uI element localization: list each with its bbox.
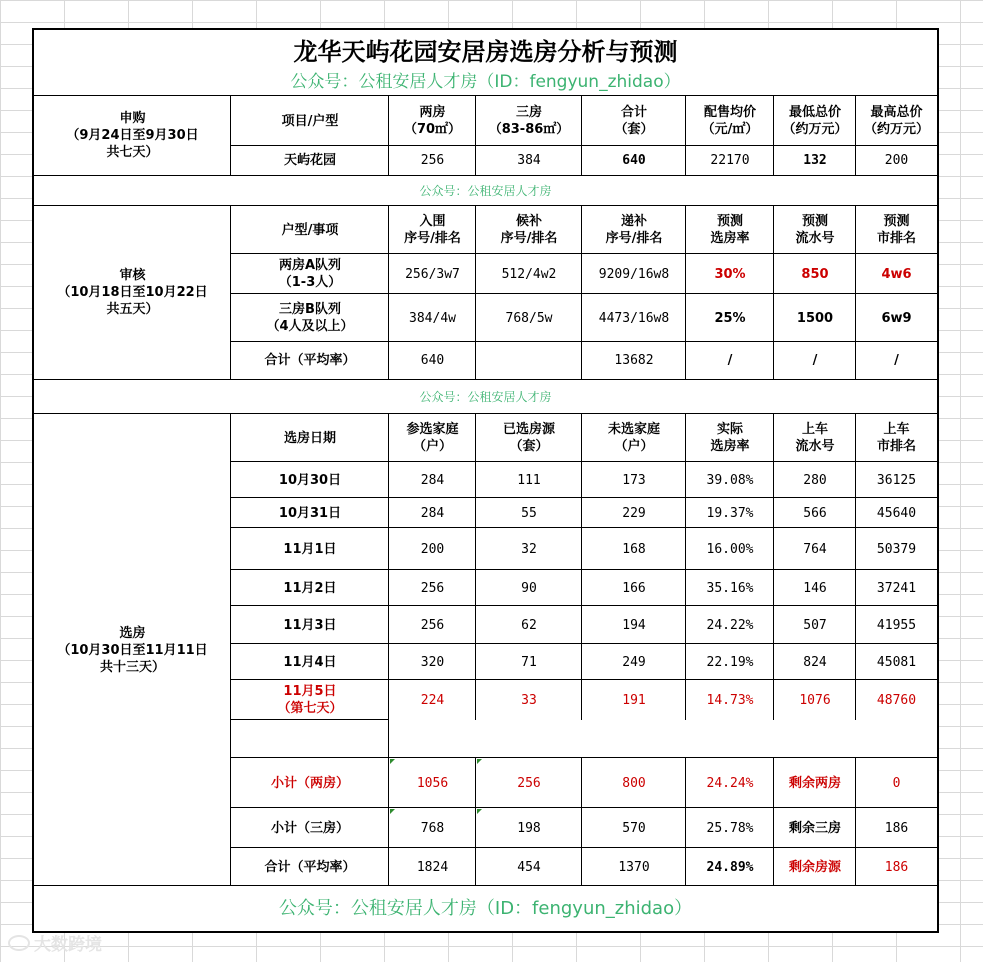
review-cell: 三房B队列 （4人及以上） <box>266 302 354 334</box>
selection-day-cell: 11月4日 <box>283 654 337 670</box>
grid-line <box>388 96 389 176</box>
grid-line <box>581 758 582 886</box>
apply-header-cell: 三房 （83-86㎡） <box>488 105 570 137</box>
selection-total-cell: 1824 <box>416 859 449 875</box>
selection-day-cell: 166 <box>622 580 646 596</box>
selection-total-cell: 24.89% <box>706 859 754 875</box>
selection-subtotal-three-cell: 198 <box>517 820 541 836</box>
grid-line <box>581 206 582 380</box>
selection-day-cell: 256 <box>420 617 445 633</box>
selection-day-cell: 280 <box>803 472 827 488</box>
selection-total-cell: 186 <box>884 859 909 875</box>
selection-subtotal-three-cell: 186 <box>884 820 909 836</box>
review-cell: 768/5w <box>505 310 553 326</box>
grid-line <box>685 206 686 380</box>
banner-1: 公众号：公租安居人才房 <box>419 183 552 198</box>
sheet-footer: 公众号：公租安居人才房（ID：fengyun_zhidao） <box>278 898 693 919</box>
grid-line <box>475 758 476 886</box>
banner-2: 公众号：公租安居人才房 <box>419 389 552 404</box>
selection-header-cell: 上车 流水号 <box>795 422 835 454</box>
selection-header-cell: 参选家庭 （户） <box>406 422 459 454</box>
grid-line <box>231 253 937 254</box>
selection-day-cell: 22.19% <box>706 654 754 670</box>
selection-day-cell: 36125 <box>876 472 917 488</box>
grid-line <box>231 145 937 146</box>
review-cell: 4473/16w8 <box>598 310 670 326</box>
selection-day-cell: 10月30日 <box>278 472 342 488</box>
selection-day-cell: 249 <box>622 654 646 670</box>
review-cell: 512/4w2 <box>501 266 557 282</box>
apply-header-cell: 两房 （70㎡） <box>403 105 462 137</box>
selection-day-cell: 10月31日 <box>278 505 342 521</box>
selection-day-cell: 11月3日 <box>283 617 337 633</box>
selection-header-cell: 已选房源 （套） <box>502 422 555 454</box>
cell-comment-marker <box>477 759 482 764</box>
grid-line <box>773 758 774 886</box>
apply-data-cell: 384 <box>517 152 541 168</box>
selection-day-cell: 45081 <box>876 654 917 670</box>
review-header-cell: 户型/事项 <box>281 222 339 238</box>
analysis-sheet <box>32 28 939 933</box>
selection-subtotal-two-cell: 24.24% <box>706 775 754 791</box>
selection-day-cell: 90 <box>521 580 537 596</box>
grid-line <box>855 96 856 176</box>
grid-line <box>231 679 937 680</box>
selection-day-cell: 194 <box>622 617 646 633</box>
grid-line <box>685 96 686 176</box>
grid-line <box>231 527 937 528</box>
grid-line <box>230 96 231 176</box>
grid-line <box>388 206 389 380</box>
watermark-text: 大数跨境 <box>34 935 102 955</box>
grid-line <box>581 414 582 720</box>
selection-subtotal-two-cell: 256 <box>517 775 541 791</box>
selection-day-cell: 37241 <box>876 580 917 596</box>
grid-line <box>231 605 937 606</box>
selection-total-cell: 1370 <box>618 859 650 875</box>
grid-line <box>34 95 937 96</box>
grid-line <box>231 293 937 294</box>
selection-day-cell: 11月2日 <box>283 580 337 596</box>
selection-day-cell: 1076 <box>799 692 831 708</box>
grid-line <box>34 205 937 206</box>
cell-comment-marker <box>390 759 395 764</box>
grid-line <box>34 885 937 886</box>
grid-line <box>475 206 476 380</box>
apply-header-cell: 最高总价 （约万元） <box>863 105 929 137</box>
selection-day-cell: 11月1日 <box>283 541 337 557</box>
selection-day-cell: 173 <box>622 472 646 488</box>
selection-day-cell: 191 <box>622 692 646 708</box>
review-section-label: 审核 （10月18日至10月22日 共五天） <box>57 267 208 317</box>
selection-subtotal-three-cell: 小计（三房） <box>270 820 349 836</box>
review-cell: / <box>812 352 818 368</box>
review-cell: 4w6 <box>881 266 912 282</box>
apply-header-cell: 配售均价 （元/㎡） <box>701 105 759 137</box>
selection-day-cell: 39.08% <box>706 472 754 488</box>
grid-line <box>231 497 937 498</box>
grid-line <box>231 341 937 342</box>
review-cell: / <box>894 352 899 368</box>
grid-line <box>581 96 582 176</box>
grid-line <box>475 414 476 720</box>
selection-day-cell: 256 <box>420 580 445 596</box>
grid-line <box>685 758 686 886</box>
grid-line <box>773 206 774 380</box>
selection-subtotal-two-cell: 1056 <box>416 775 449 791</box>
selection-day-cell: 764 <box>803 541 827 557</box>
review-cell: 6w9 <box>881 310 912 326</box>
grid-line <box>231 847 937 848</box>
selection-day-cell: 146 <box>803 580 827 596</box>
grid-line <box>34 175 937 176</box>
watermark-logo-icon <box>8 935 30 951</box>
selection-day-cell: 32 <box>521 541 537 557</box>
review-cell: 256/3w7 <box>405 266 460 282</box>
grid-line <box>34 379 937 380</box>
selection-section-label: 选房 （10月30日至11月11日 共十三天） <box>57 625 208 675</box>
selection-subtotal-two-cell: 小计（两房） <box>270 775 349 791</box>
grid-line <box>34 413 937 414</box>
apply-section-label: 申购 （9月24日至9月30日 共七天） <box>66 110 199 160</box>
selection-day-cell: 35.16% <box>706 580 754 596</box>
selection-day-cell: 50379 <box>876 541 917 557</box>
selection-subtotal-three-cell: 25.78% <box>706 820 754 836</box>
selection-day-cell: 824 <box>803 654 827 670</box>
selection-header-cell: 未选家庭 （户） <box>607 422 660 454</box>
grid-line <box>773 414 774 720</box>
grid-line <box>231 719 389 720</box>
review-header-cell: 入围 序号/排名 <box>404 214 461 246</box>
review-header-cell: 预测 选房率 <box>710 214 750 246</box>
grid-line <box>388 414 389 886</box>
grid-line <box>230 414 231 886</box>
apply-data-cell: 22170 <box>710 152 750 168</box>
selection-day-cell: 19.37% <box>706 505 754 521</box>
selection-total-cell: 454 <box>517 859 541 875</box>
grid-line <box>231 643 937 644</box>
selection-day-cell: 71 <box>521 654 537 670</box>
apply-header-cell: 合计 （套） <box>614 105 654 137</box>
review-cell: 1500 <box>796 310 834 326</box>
review-cell: 合计（平均率） <box>264 352 356 368</box>
review-cell <box>476 342 582 378</box>
review-cell: 9209/16w8 <box>598 266 670 282</box>
review-header-cell: 递补 序号/排名 <box>605 214 663 246</box>
review-header-cell: 预测 流水号 <box>795 214 835 246</box>
grid-line <box>773 96 774 176</box>
apply-data-cell: 256 <box>420 152 445 168</box>
selection-total-cell: 合计（平均率） <box>264 859 356 875</box>
cell-comment-marker <box>477 809 482 814</box>
grid-line <box>231 569 937 570</box>
selection-subtotal-two-cell: 800 <box>622 775 646 791</box>
selection-header-cell: 上车 市排名 <box>876 422 916 454</box>
selection-day-cell: 55 <box>521 505 537 521</box>
grid-line <box>231 807 937 808</box>
selection-total-cell: 剩余房源 <box>788 859 841 875</box>
apply-data-cell: 132 <box>803 152 827 168</box>
selection-subtotal-three-cell: 768 <box>420 820 445 836</box>
apply-data-cell: 天屿花园 <box>283 152 336 168</box>
selection-subtotal-three-cell: 570 <box>622 820 646 836</box>
selection-day-cell: 224 <box>420 692 445 708</box>
selection-day-cell: 229 <box>622 505 646 521</box>
cell-comment-marker <box>390 809 395 814</box>
review-cell: 384/4w <box>409 310 456 326</box>
selection-day-cell: 111 <box>517 472 541 488</box>
review-cell: 两房A队列 （1-3人） <box>278 258 342 290</box>
watermark <box>8 930 102 955</box>
selection-day-cell: 16.00% <box>706 541 754 557</box>
grid-line <box>230 206 231 380</box>
grid-line <box>855 414 856 720</box>
selection-day-cell: 284 <box>420 472 445 488</box>
selection-day-cell: 200 <box>420 541 445 557</box>
grid-line <box>231 461 937 462</box>
grid-line <box>855 206 856 380</box>
review-header-cell: 预测 市排名 <box>876 214 916 246</box>
selection-subtotal-two-cell: 0 <box>892 775 901 791</box>
selection-subtotal-three-cell: 剩余三房 <box>788 820 841 836</box>
review-header-cell: 候补 序号/排名 <box>500 214 558 246</box>
selection-day-cell: 45640 <box>876 505 917 521</box>
selection-day-cell: 320 <box>420 654 445 670</box>
apply-header-cell: 项目/户型 <box>281 113 339 129</box>
apply-header-cell: 最低总价 （约万元） <box>782 105 848 137</box>
selection-day-cell: 14.73% <box>706 692 754 708</box>
selection-day-cell: 41955 <box>876 617 917 633</box>
grid-line <box>475 96 476 176</box>
selection-day-cell: 48760 <box>876 692 917 708</box>
selection-day-cell: 168 <box>622 541 646 557</box>
selection-header-cell: 实际 选房率 <box>710 422 750 454</box>
grid-line <box>231 757 937 758</box>
apply-data-cell: 640 <box>622 152 646 168</box>
selection-day-cell: 24.22% <box>706 617 754 633</box>
selection-header-cell: 选房日期 <box>283 430 336 446</box>
selection-day-cell: 62 <box>521 617 537 633</box>
grid-line <box>855 758 856 886</box>
grid-line <box>685 414 686 720</box>
sheet-title: 龙华天屿花园安居房选房分析与预测 <box>293 36 678 66</box>
selection-day-cell: 33 <box>521 692 537 708</box>
review-cell: 13682 <box>614 352 654 368</box>
selection-day-cell: 11月5日 （第七天） <box>277 684 343 716</box>
review-cell: 850 <box>801 266 829 282</box>
selection-day-cell: 566 <box>803 505 827 521</box>
apply-data-cell: 200 <box>884 152 909 168</box>
selection-subtotal-two-cell: 剩余两房 <box>788 775 841 791</box>
sheet-subtitle: 公众号：公租安居人才房（ID：fengyun_zhidao） <box>290 71 681 92</box>
selection-day-cell: 507 <box>803 617 827 633</box>
review-cell: 640 <box>420 352 445 368</box>
review-cell: / <box>727 352 733 368</box>
review-cell: 30% <box>714 266 746 282</box>
review-cell: 25% <box>714 310 746 326</box>
selection-day-cell: 284 <box>420 505 445 521</box>
